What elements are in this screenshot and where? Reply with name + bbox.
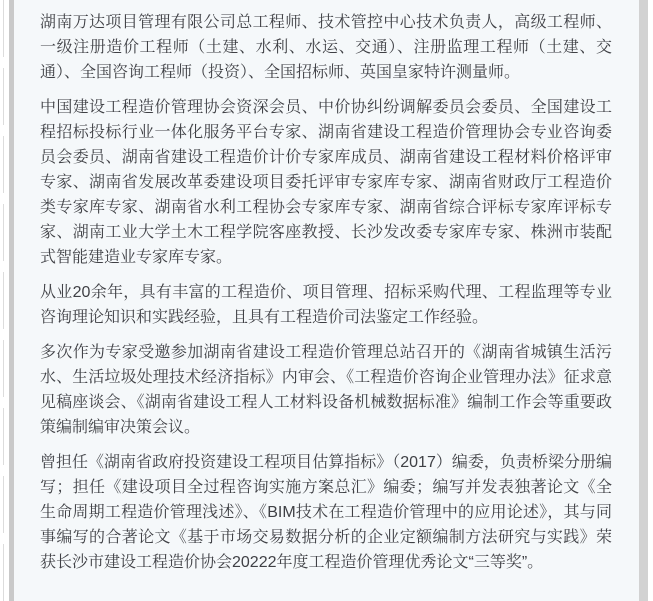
right-page-edge-bar: [639, 0, 648, 601]
bio-paragraph-publications: 曾担任《湖南省政府投资建设工程项目估算指标》（2017）编委，负责桥梁分册编写；担任《建设项目全过程咨询实施方案总汇》编委；编写并发表独著论文《全生命周期工程造价管理浅述》、《BIM技术在工程造价管理中的应用论述》，其与同事编写的合著论文《基于市场交易数据分析的企业定额编制方法研究与实践》荣获长沙市建设工程造价协会20222年度工程造价管理优秀论文“三等奖”。: [40, 454, 612, 571]
left-cell-border-rule: [3, 0, 4, 601]
bio-paragraph-policy-meetings: 多次作为专家受邀参加湖南省建设工程造价管理总站召开的《湖南省城镇生活污水、生活垃圾处理技术经济指标》内审会、《工程造价咨询企业管理办法》征求意见稿座谈会、《湖南省建设工程人工材料设备机械数据标准》编制工作会等重要政策编制编审决策会议。: [40, 344, 612, 436]
bio-paragraph-experience: 从业20余年，具有丰富的工程造价、项目管理、招标采购代理、工程监理等专业咨询理论知识和实践经验，且具有工程造价司法鉴定工作经验。: [40, 284, 612, 326]
bio-paragraph-credentials: 湖南万达项目管理有限公司总工程师、技术管控中心技术负责人，高级工程师、一级注册造价工程师（土建、水利、水运、交通）、注册监理工程师（土建、交通）、全国咨询工程师（投资）、全国招标师、英国皇家特许测量师。: [40, 14, 612, 81]
bio-paragraph-memberships: 中国建设工程造价管理协会资深会员、中价协纠纷调解委员会委员、全国建设工程招标投标行业一体化服务平台专家、湖南省建设工程造价管理协会专业咨询委员会委员、湖南省建设工程造价计价专家库成员、湖南省建设工程材料价格评审专家、湖南省发展改革委建设项目委托评审专家库专家、湖南省财政厅工程造价类专家库专家、湖南省水利工程协会专家库专家、湖南省综合评标专家库评标专家、湖南工业大学土木工程学院客座教授、长沙发改委专家库专家、株洲市装配式智能建造业专家库专家。: [40, 99, 612, 266]
expert-bio-content: [14, 0, 639, 601]
